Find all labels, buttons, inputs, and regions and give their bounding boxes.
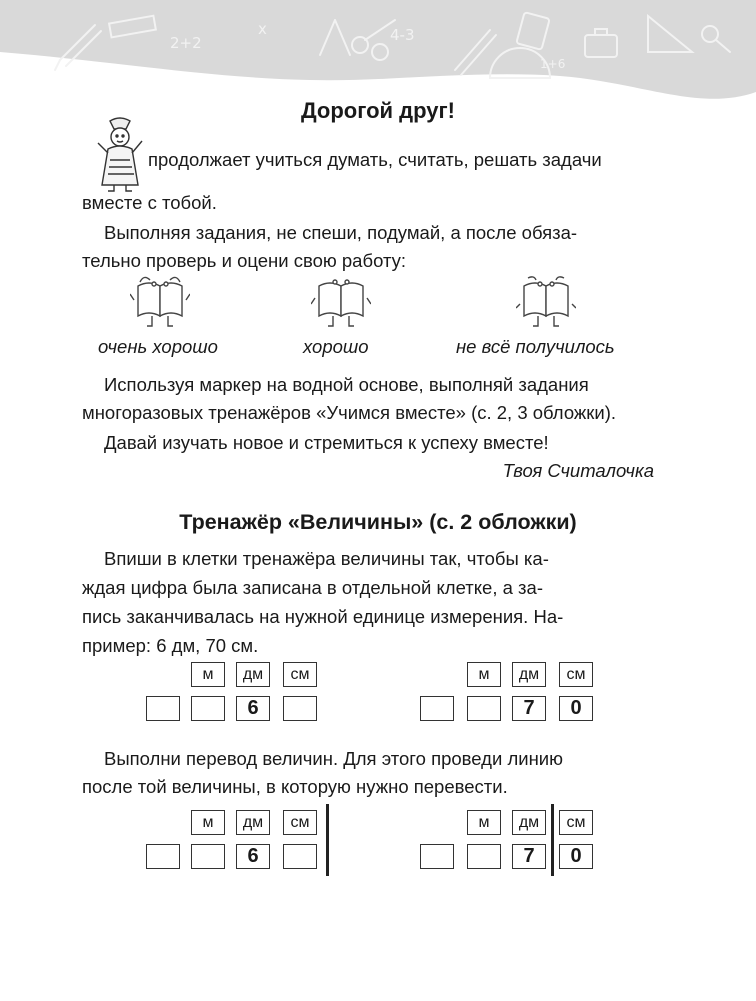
intro-line-1: продолжает учиться думать, считать, решать задачи [148, 149, 602, 170]
intro-para3-line2: многоразовых тренажёров «Учимся вместе» (с. 2, 3 обложки). [82, 402, 616, 423]
unit-label-cm: см [283, 662, 317, 687]
trainer-p1-line1: Впиши в клетки тренажёра величины так, чтобы ка- [104, 548, 549, 569]
trainer-p2-line1: Выполни перевод величин. Для этого проведи линию [104, 748, 563, 769]
doodle-text: 1+6 [540, 57, 566, 71]
intro-para4: Давай изучать новое и стремиться к успеху вместе! [104, 432, 549, 453]
trainer-p2-line2: после той величины, в которую нужно перевести. [82, 776, 508, 797]
mascot-schitalochka-icon [90, 115, 150, 195]
unit-label-m: м [467, 662, 501, 687]
signature: Твоя Считалочка [502, 460, 654, 481]
unit-label-m: м [191, 810, 225, 835]
grid-cell-digit[interactable]: 7 [512, 844, 546, 869]
grid-cell[interactable] [467, 844, 501, 869]
unit-label-m: м [191, 662, 225, 687]
grid-cell[interactable] [283, 696, 317, 721]
trainer-p1-line2: ждая цифра была записана в отдельной клетке, а за- [82, 577, 543, 598]
grid-cell[interactable] [467, 696, 501, 721]
trainer-title: Тренажёр «Величины» (с. 2 обложки) [179, 510, 577, 534]
unit-label-dm: дм [512, 810, 546, 835]
intro-para2-line2: тельно проверь и оцени свою работу: [82, 250, 407, 271]
grid-cell-digit[interactable]: 0 [559, 696, 593, 721]
divider-line [326, 804, 329, 876]
grid-cell[interactable] [191, 844, 225, 869]
trainer-p1-line4: пример: 6 дм, 70 см. [82, 635, 259, 656]
grid-cell[interactable] [283, 844, 317, 869]
unit-label-dm: дм [236, 662, 270, 687]
unit-label-cm: см [559, 662, 593, 687]
unit-label-dm: дм [236, 810, 270, 835]
doodle-text: 2+2 [170, 34, 202, 52]
grid-cell-digit[interactable]: 6 [236, 696, 270, 721]
unit-label-cm: см [559, 810, 593, 835]
rating-book-icon-not-all [516, 276, 576, 331]
rating-label-very-good: очень хорошо [98, 336, 218, 357]
grid-cell[interactable] [420, 696, 454, 721]
trainer-p1-line3: пись заканчивалась на нужной единице измерения. На- [82, 606, 564, 627]
header-doodle-band [0, 0, 756, 110]
divider-line [551, 804, 554, 876]
grid-cell-digit[interactable]: 6 [236, 844, 270, 869]
rating-label-good: хорошо [303, 336, 369, 357]
grid-cell-digit[interactable]: 0 [559, 844, 593, 869]
grid-cell[interactable] [146, 696, 180, 721]
unit-label-dm: дм [512, 662, 546, 687]
intro-title: Дорогой друг! [300, 98, 456, 123]
doodle-text: 4-3 [390, 26, 415, 44]
unit-label-cm: см [283, 810, 317, 835]
rating-book-icon-very-good [130, 276, 190, 331]
unit-label-m: м [467, 810, 501, 835]
grid-cell[interactable] [146, 844, 180, 869]
doodle-text: x [258, 20, 267, 38]
intro-para3-line1: Используя маркер на водной основе, выполняй задания [104, 374, 589, 395]
grid-cell[interactable] [420, 844, 454, 869]
rating-book-icon-good [311, 276, 371, 331]
rating-label-not-all: не всё получилось [456, 336, 615, 357]
grid-cell[interactable] [191, 696, 225, 721]
intro-line-2: вместе с тобой. [82, 192, 217, 213]
intro-para2-line1: Выполняя задания, не спеши, подумай, а после обяза- [104, 222, 578, 243]
grid-cell-digit[interactable]: 7 [512, 696, 546, 721]
